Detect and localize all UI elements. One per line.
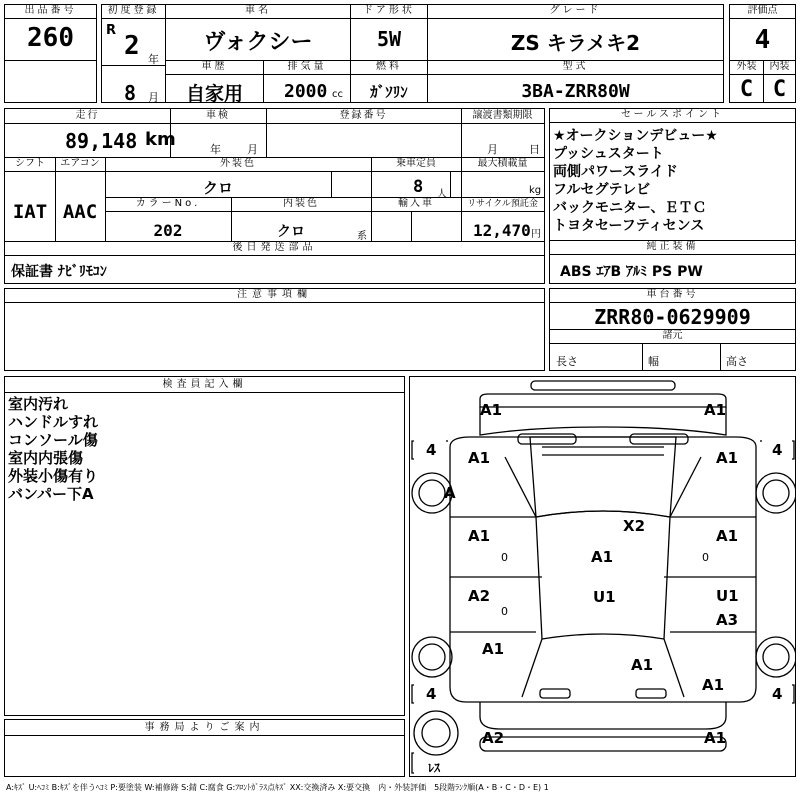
car-name-label: 車名 bbox=[166, 5, 350, 19]
mark-roof: A1 bbox=[591, 548, 614, 566]
score-value: 4 bbox=[754, 25, 771, 55]
interior-box bbox=[763, 60, 796, 103]
transfer-label: 譲渡書類期限 bbox=[472, 110, 533, 121]
import-label: 輸入車 bbox=[398, 198, 434, 209]
shift-label: シフト bbox=[15, 158, 45, 169]
shift-value: IAT bbox=[12, 201, 48, 223]
inspection-year: 年 bbox=[210, 143, 221, 156]
spec-label: 諸元 bbox=[662, 330, 683, 341]
notes-box bbox=[4, 288, 545, 371]
inspector-line-2: ハンドルすれ bbox=[8, 413, 99, 431]
later-parts-label: 後日発送部品 bbox=[232, 242, 317, 253]
chassis-number: ZRR80-0629909 bbox=[594, 305, 751, 329]
mark-door-rear-right-2: A3 bbox=[716, 611, 739, 629]
mark-front-right: A1 bbox=[704, 401, 727, 419]
model-value: 3BA-ZRR80W bbox=[521, 81, 630, 102]
legend-text: A:ｷｽﾞ U:ﾍｺﾐ B:ｷｽﾞを伴うﾍｺﾐ P:要塗装 W:補修跡 S:錆 C:腐食 G:ﾌﾛﾝﾄｶﾞﾗｽ点ｷｽﾞ XX:交換済み X:要交換 内・外装評価 5段階ﾗﾝｸ順(A・B・C・D・E) 1 bbox=[6, 783, 549, 792]
equipment-label: 純正装備 bbox=[550, 241, 795, 255]
spare-tire-value: ﾚｽ bbox=[428, 761, 441, 775]
recycle-label: リサイクル預託金 bbox=[467, 199, 538, 209]
era: R bbox=[106, 23, 117, 38]
interior-color-suffix: 系 bbox=[357, 231, 367, 242]
grade-label: グレード bbox=[428, 5, 723, 19]
recycle-value: 12,470 bbox=[473, 221, 531, 240]
history-label: 車歴 bbox=[166, 61, 263, 75]
interior-color-label: 内装色 bbox=[283, 198, 319, 209]
month-suffix: 月 bbox=[148, 91, 159, 104]
ac-value: AAC bbox=[62, 201, 98, 223]
capacity-value: 8 bbox=[413, 177, 424, 197]
mark-rear-left: A2 bbox=[482, 729, 505, 747]
model-box bbox=[427, 60, 724, 103]
recycle-unit: 円 bbox=[531, 229, 541, 240]
car-name-box bbox=[165, 4, 351, 61]
capacity-unit: 人 bbox=[437, 189, 447, 200]
damage-diagram bbox=[409, 376, 796, 777]
mark-floor: U1 bbox=[593, 588, 616, 606]
length-label: 長さ bbox=[556, 355, 578, 368]
year-suffix: 年 bbox=[148, 53, 159, 66]
tire-front-left: 4 bbox=[426, 441, 437, 459]
displacement-unit: cc bbox=[332, 89, 343, 100]
history-box bbox=[165, 60, 264, 103]
sales-point-4: フルセグテレビ bbox=[553, 182, 651, 198]
inspector-label: 検査員記入欄 bbox=[5, 377, 404, 393]
door-value: 5W bbox=[376, 27, 402, 51]
inspection-month: 月 bbox=[247, 143, 258, 156]
lot-number: 260 bbox=[27, 23, 74, 53]
fuel-box bbox=[350, 60, 428, 103]
transfer-month: 月 bbox=[487, 143, 498, 156]
transfer-day: 日 bbox=[529, 143, 540, 156]
exterior-label: 外装 bbox=[730, 61, 763, 75]
mileage-label: 走行 bbox=[75, 110, 100, 121]
history-value: 自家用 bbox=[185, 83, 243, 105]
ac-label: エアコン bbox=[60, 158, 100, 169]
registration-label: 登録番号 bbox=[339, 110, 388, 121]
color-number-label: カラーNo. bbox=[135, 198, 201, 209]
first-registration-label: 初度登録 bbox=[102, 5, 165, 19]
tire-rear-left: 4 bbox=[426, 685, 437, 703]
sales-points-box bbox=[549, 108, 796, 241]
fuel-value: ｶﾞｿﾘﾝ bbox=[370, 83, 408, 101]
displacement-box bbox=[263, 60, 351, 103]
later-parts-value: 保証書 ﾅﾋﾞﾘﾓｺﾝ bbox=[11, 264, 107, 280]
chassis-box bbox=[549, 288, 796, 371]
exterior-color-value: クロ bbox=[202, 179, 233, 197]
interior-grade: C bbox=[772, 77, 787, 102]
interior-label: 内装 bbox=[764, 61, 795, 75]
mark-wheel-left: A bbox=[444, 484, 456, 502]
car-outline-graphic bbox=[410, 377, 795, 776]
height-label: 高さ bbox=[726, 355, 748, 368]
sales-point-6: トヨタセーフティセンス bbox=[553, 218, 705, 234]
registration-month: 8 bbox=[124, 81, 137, 105]
mark-door-front-left: A1 bbox=[468, 527, 491, 545]
office-label: 事務局よりご案内 bbox=[5, 720, 404, 736]
mark-front-left: A1 bbox=[480, 401, 503, 419]
color-number-value: 202 bbox=[153, 221, 183, 240]
equipment-value: ABS ｴｱB ｱﾙﾐ PS PW bbox=[560, 264, 703, 280]
mark-door-rear-left-sub: 0 bbox=[501, 605, 508, 618]
inspector-box bbox=[4, 376, 405, 716]
first-registration-box bbox=[101, 4, 166, 103]
inspector-line-5: 外装小傷有り bbox=[8, 467, 99, 485]
grade-box bbox=[427, 4, 724, 61]
tire-front-right: 4 bbox=[772, 441, 783, 459]
mark-door-rear-left: A2 bbox=[468, 587, 491, 605]
mark-tailgate: A1 bbox=[631, 656, 654, 674]
exterior-color-label: 外装色 bbox=[220, 158, 256, 169]
inspector-line-1: 室内汚れ bbox=[8, 395, 69, 413]
max-load-label: 最大積載量 bbox=[477, 158, 528, 169]
mileage-value: 89,148 bbox=[65, 129, 138, 153]
interior-color-value: クロ bbox=[277, 224, 305, 240]
fuel-label: 燃料 bbox=[351, 61, 427, 75]
score-label: 評価点 bbox=[730, 5, 795, 19]
notes-label: 注意事項欄 bbox=[5, 289, 544, 303]
sales-point-1: ★オークションデビュー★ bbox=[553, 128, 718, 144]
mark-fender-left: A1 bbox=[468, 449, 491, 467]
inspector-line-6: バンパー下A bbox=[8, 485, 94, 503]
sales-point-5: バックモニター、ＥＴＣ bbox=[553, 200, 707, 216]
displacement-value: 2000 bbox=[284, 81, 328, 102]
chassis-label: 車台番号 bbox=[550, 289, 795, 303]
inspector-line-3: コンソール傷 bbox=[8, 431, 98, 449]
mark-door-front-left-sub: 0 bbox=[501, 551, 508, 564]
details-block bbox=[4, 108, 545, 284]
tire-rear-right: 4 bbox=[772, 685, 783, 703]
model-label: 型式 bbox=[428, 61, 723, 75]
inspection-label: 車検 bbox=[206, 110, 230, 121]
mark-windshield: X2 bbox=[623, 517, 646, 535]
lot-blank-box bbox=[4, 60, 97, 103]
mark-quarter-right: A1 bbox=[702, 676, 725, 694]
car-name: ヴォクシー bbox=[203, 30, 313, 55]
mark-fender-right: A1 bbox=[716, 449, 739, 467]
mark-quarter-left: A1 bbox=[482, 640, 505, 658]
door-box bbox=[350, 4, 428, 61]
door-label: ドア形状 bbox=[351, 5, 427, 19]
mileage-unit: km bbox=[145, 129, 176, 150]
sales-points-label: セールスポイント bbox=[550, 109, 795, 123]
displacement-label: 排気量 bbox=[264, 61, 350, 75]
mark-door-front-right: A1 bbox=[716, 527, 739, 545]
sales-point-2: プッシュスタート bbox=[553, 146, 664, 162]
capacity-label: 乗車定員 bbox=[396, 158, 436, 169]
equipment-box bbox=[549, 240, 796, 284]
exterior-grade: C bbox=[739, 77, 754, 102]
mark-rear-right: A1 bbox=[704, 729, 727, 747]
lot-number-box bbox=[4, 4, 97, 61]
width-label: 幅 bbox=[648, 355, 659, 368]
score-box bbox=[729, 4, 796, 61]
sales-point-3: 両側パワースライド bbox=[553, 164, 678, 180]
lot-number-label: 出品番号 bbox=[5, 5, 96, 19]
registration-year: 2 bbox=[124, 31, 140, 61]
mark-door-rear-right: U1 bbox=[716, 587, 739, 605]
grade-value: ZS キラメキ2 bbox=[510, 31, 641, 55]
mark-door-front-right-sub: 0 bbox=[702, 551, 709, 564]
exterior-box bbox=[729, 60, 764, 103]
max-load-unit: kg bbox=[529, 185, 542, 196]
inspector-line-4: 室内内張傷 bbox=[8, 449, 84, 467]
office-box bbox=[4, 719, 405, 777]
